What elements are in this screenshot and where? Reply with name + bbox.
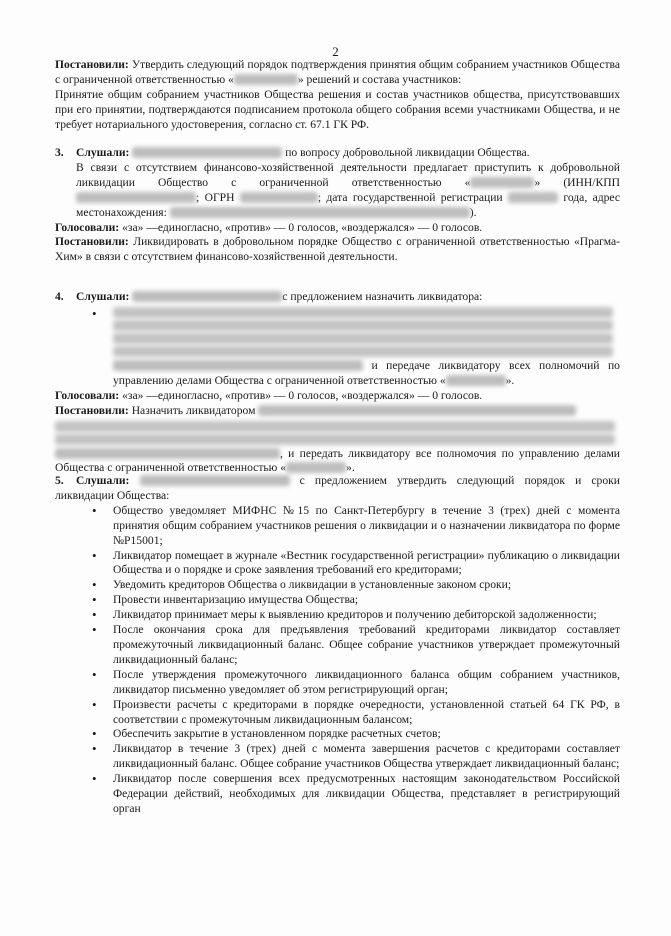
section-3 [55,146,620,265]
section-3-listen-label: Слушали: [76,146,130,159]
redacted-date [508,192,558,203]
decided-label: Постановили: [55,235,129,249]
list-item: • Общество уведомляет МИФНС №15 по Санкт-Петербургу в течение 3 (трех) дней с момента принятия общим собранием участников решения о ликвидации и о назначении ликвидатора по форме №Р15001; [55,504,620,549]
decided-label: Постановили: [55,403,129,417]
proposal-text-f: адрес местонахождения: [76,190,621,219]
page-number: 2 [332,44,339,59]
redacted-company-name [446,375,506,386]
decided-tail: , и передать ликвидатору все полномочия по управлению делами Общества с ограниченной ответственностью « [55,446,620,475]
section-5-listen-label: Слушали: [76,474,130,487]
vote-label: Голосовали: [55,220,120,234]
list-item: • Провести инвентаризацию имущества Общества; [55,593,620,608]
proposal-text-c: ; ОГРН [196,190,235,204]
redacted-liquidator-info [113,346,613,357]
intro-resolution [55,58,620,133]
redacted-liquidator-info [55,434,615,445]
redacted-speaker-name [132,147,282,158]
section-3-number: 3. [55,146,64,159]
redacted-liquidator-info [113,320,613,331]
liquidator-candidate-list [55,307,620,389]
section-5-number: 5. [55,474,64,487]
decided-end: ». [346,461,355,475]
section-3-vote [55,221,620,236]
proposal-text-d: ; дата государственной регистрации [317,190,503,204]
section-4-vote [55,389,620,404]
redacted-liquidator-info [55,448,280,459]
intro-decided-label: Постановили: [55,58,129,71]
decided-text: Ликвидировать в добровольном порядке Общество с ограниченной ответственностью «Прагма-Хим» в связи с отсутствием финансово-хозяйственной деятельности. [55,235,620,264]
list-item [55,307,620,389]
redacted-liquidator-info [113,333,613,344]
redacted-ogrn [240,192,318,203]
decided-text: Назначить ликвидатором [131,403,256,417]
list-item: • Обеспечить закрытие в установленном порядке расчетных счетов; [55,727,620,742]
list-item: • Ликвидатор в течение 3 (трех) дней с момента завершения расчетов с кредиторами составляет ликвидационный баланс. Общее собрание участников Общества утверждает ликвидационный баланс; [55,742,620,772]
section-3-listen-text: по вопросу добровольной ликвидации Общества. [285,146,530,159]
section-4 [55,290,620,476]
intro-paragraph: Принятие общим собранием участников Общества решения и состав участников общества, присутствовавших при его принятии, подтверждаются подписанием протокола общего собрания всеми участниками Общества, и не требует нотариального удостоверения, согласно ст. 67.1 ГК РФ. [55,87,620,131]
list-item: • Ликвидатор принимает меры к выявлению кредиторов и получению дебиторской задолженности; [55,608,620,623]
list-item: • Ликвидатор помещает в журнале «Вестник государственной регистрации» публикацию о ликвидации Общества и о порядке и сроке заявления требований его кредиторами; [55,549,620,579]
list-item: • После утверждения промежуточного ликвидационного баланса общим собранием участников, ликвидатор письменно уведомляет об этом регистрирующий орган; [55,668,620,698]
proposal-text-a: В связи с отсутствием финансово-хозяйственной деятельности предлагает приступить к добровольной ликвидации Общество с ограниченной ответственностью « [76,160,620,189]
proposal-text-e: года, [563,190,588,204]
vote-text: «за» —единогласно, «против» — 0 голосов, «воздержался» — 0 голосов. [122,388,483,402]
section-4-listen-label: Слушали: [76,290,130,303]
redacted-address [170,207,470,218]
liquidation-procedure-list [55,504,620,817]
section-3-proposal [55,161,620,221]
bullet-end: ». [505,373,515,387]
section-5-listen-text: с предложением утвердить следующий порядок и сроки ликвидации Общества: [55,474,620,502]
redacted-company-name [470,177,534,188]
intro-text-before: Утвердить следующий порядок подтверждения принятия общим собранием участников Общества с ограниченной ответственностью « [55,58,620,86]
section-4-listen-text: с предложением назначить ликвидатора: [282,290,483,303]
redacted-liquidator-info [113,307,613,318]
list-item: • Уведомить кредиторов Общества о ликвидации в установленные законом сроки; [55,578,620,593]
redacted-liquidator-info [258,405,576,416]
proposal-text-g: ). [469,205,477,219]
redacted-speaker-name [140,475,290,486]
redacted-liquidator-info [55,421,615,432]
proposal-text-b: » (ИНН/КПП [534,175,620,189]
section-3-decision [55,235,620,265]
section-4-number: 4. [55,290,64,303]
vote-label: Голосовали: [55,388,120,402]
section-5 [55,474,620,817]
list-item: • Ликвидатор после совершения всех предусмотренных настоящим законодательством Российской Федерации действий, необходимых для ликвидации Общества, представляет в регистрирующий орган [55,772,620,817]
vote-text: «за» —единогласно, «против» — 0 голосов, «воздержался» — 0 голосов. [122,220,483,234]
redacted-speaker-name [132,291,282,302]
redacted-company-name [286,462,346,473]
redacted-company-name [234,74,298,85]
section-4-decision [55,404,620,477]
intro-text-after: » решений и состава участников: [297,72,462,86]
redacted-liquidator-info [113,360,363,371]
list-item: • После окончания срока для предъявления требований кредиторами ликвидатор составляет промежуточный ликвидационный баланс. Общее собрание участников утверждает промежуточный ликвидационный баланс; [55,623,620,668]
bullet-text: и передаче ликвидатору всех полномочий по управлению делами Общества с ограниченной ответственностью « [113,358,620,387]
redacted-inn [76,192,196,203]
list-item: • Произвести расчеты с кредиторами в порядке очередности, установленной статьей 64 ГК РФ, в соответствии с промежуточным ликвидационным балансом; [55,698,620,728]
